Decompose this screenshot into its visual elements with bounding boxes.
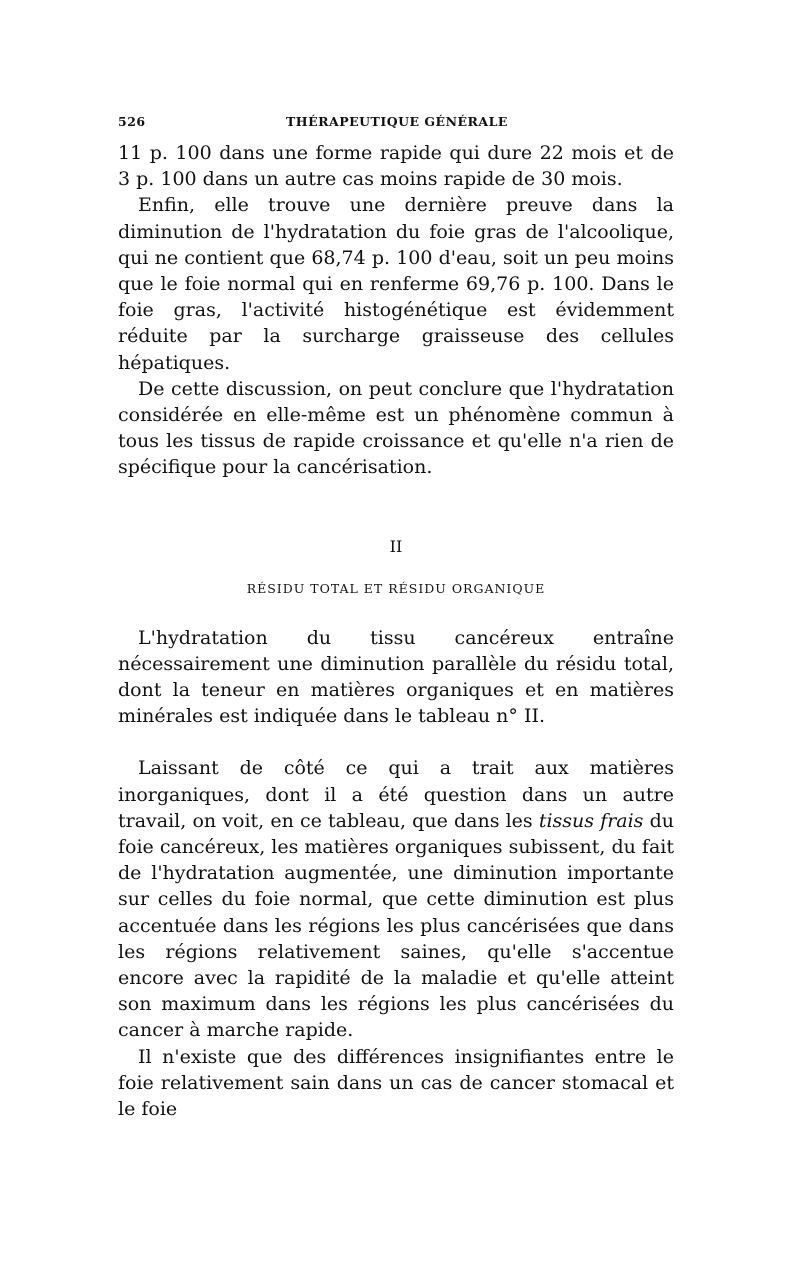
paragraph-continuation: 11 p. 100 dans une forme rapide qui dure 22 mois et de 3 p. 100 dans un autre cas moins rapide de 30 mois. (118, 142, 674, 191)
paragraph-conclusion: De cette discussion, on peut conclure que l'hydratation considérée en elle-même est un phénomène commun à tous les tissus de rapide croissance et qu'elle n'a rien de spécifique pour la cancérisation. (118, 377, 674, 479)
paragraph-organic-matter-part2: du foie cancéreux, les matières organiques subissent, du fait de l'hydratation augmentée, une diminution importante sur celles du foie normal, que cette diminution est plus accentuée dans les régions les plus cancérisées que dans les régions relativement saines, qu'elle s'accentue encore avec la rapidité de la maladie et qu'elle atteint son maximum dans les régions les plus cancérisées du cancer à marche rapide. (118, 809, 675, 1042)
text-block-1 (118, 140, 674, 481)
paragraph-organic-matter (118, 755, 674, 1043)
paragraph-hydration: L'hydratation du tissu cancéreux entraîne nécessairement une diminution parallèle du résidu total, dont la teneur en matières organiques et en matières minérales est indiquée dans le tableau n° II. (118, 626, 674, 728)
paragraph-fatty-liver: Enfin, elle trouve une dernière preuve dans la diminution de l'hydratation du foie gras de l'alcoolique, qui ne contient que 68,74 p. 100 d'eau, soit un peu moins que le foie normal qui en renferme 69,76 p. 100. Dans le foie gras, l'activité histogénétique est évidemment réduite par la surcharge graisseuse des cellules hépatiques. (118, 194, 674, 374)
section-title: RÉSIDU TOTAL ET RÉSIDU ORGANIQUE (246, 580, 546, 596)
page-number: 526 (118, 114, 146, 129)
paragraph-organic-matter-part1: Laissant de côté ce qui a trait aux matières inorganiques, dont il a été question dans un autre travail, on voit, en ce tableau, que dans les (118, 757, 674, 832)
running-title: THÉRAPEUTIQUE GÉNÉRALE (286, 114, 508, 129)
paragraph-differences: Il n'existe que des différences insignifiantes entre le foie relativement sain dans un cas de cancer stomacal et le foie (118, 1045, 674, 1121)
italic-term: tissus frais (538, 809, 644, 832)
text-block-2 (118, 625, 674, 730)
text-block-3 (118, 755, 674, 1122)
section-number: II (389, 536, 403, 556)
running-head (118, 108, 674, 138)
book-page (118, 108, 674, 1122)
